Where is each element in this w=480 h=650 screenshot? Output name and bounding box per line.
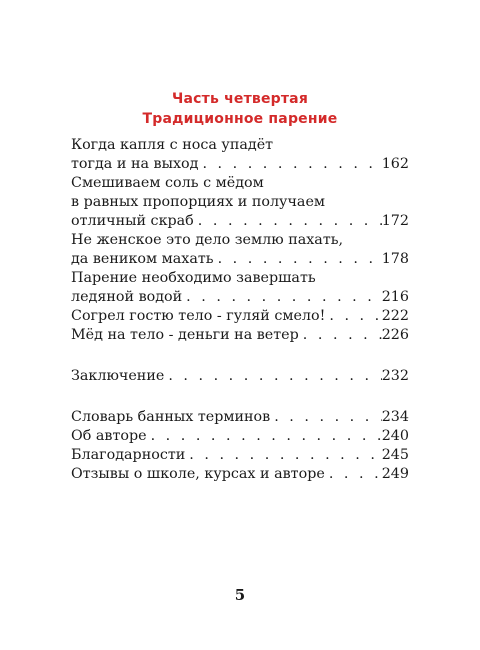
toc-entry-title: Заключение bbox=[71, 368, 165, 384]
toc-entry-title: ледяной водой bbox=[71, 289, 183, 305]
toc-entry-line bbox=[71, 288, 409, 307]
toc-entry-page: 240 bbox=[381, 428, 409, 444]
toc-entry-title: Парение необходимо завершать bbox=[71, 270, 316, 286]
toc-leader-dots bbox=[194, 212, 382, 231]
toc-entry-line bbox=[71, 136, 409, 155]
toc-entry-line bbox=[71, 193, 409, 212]
part-subtitle: Традиционное парение bbox=[142, 111, 338, 127]
toc-leader-dots bbox=[198, 155, 381, 174]
toc-entry-title: Смешиваем соль с мёдом bbox=[71, 175, 264, 191]
toc-entry-line bbox=[71, 155, 409, 174]
page-number: 5 bbox=[234, 586, 246, 604]
toc-entry-line bbox=[71, 326, 409, 345]
toc-leader-dots bbox=[299, 326, 382, 345]
toc-entry[interactable] bbox=[71, 446, 409, 465]
toc-entry[interactable] bbox=[71, 427, 409, 446]
toc-entry-page: 178 bbox=[381, 251, 409, 267]
toc-entry[interactable] bbox=[71, 269, 409, 307]
toc-entry-line bbox=[71, 269, 409, 288]
toc-entry-page: 162 bbox=[381, 156, 409, 172]
toc-entry-page: 234 bbox=[381, 409, 409, 425]
toc-leader-dots bbox=[325, 307, 381, 326]
toc-entry-title: да веником махать bbox=[71, 251, 214, 267]
toc-leader-dots bbox=[182, 288, 382, 307]
toc-entry-line bbox=[71, 231, 409, 250]
toc-entry-title: Не женское это дело землю пахать, bbox=[71, 232, 344, 248]
toc-entry-page: 216 bbox=[381, 289, 409, 305]
toc-entry-page: 226 bbox=[381, 327, 409, 343]
table-of-contents bbox=[71, 136, 409, 484]
toc-entry[interactable] bbox=[71, 174, 409, 231]
toc-leader-dots bbox=[325, 465, 382, 484]
toc-entry-page: 222 bbox=[381, 308, 409, 324]
toc-entry-title: тогда и на выход bbox=[71, 156, 199, 172]
toc-entry[interactable] bbox=[71, 367, 409, 386]
toc-entry-title: Мёд на тело - деньги на ветер bbox=[71, 327, 299, 343]
toc-entry-page: 245 bbox=[381, 447, 409, 463]
toc-leader-dots bbox=[214, 250, 382, 269]
toc-entry[interactable] bbox=[71, 136, 409, 174]
toc-entry-title: в равных пропорциях и получаем bbox=[71, 194, 326, 210]
toc-entry-title: Словарь банных терминов bbox=[71, 409, 271, 425]
toc-entry-line bbox=[71, 465, 409, 484]
toc-entry[interactable] bbox=[71, 326, 409, 345]
toc-entry-line bbox=[71, 446, 409, 465]
toc-entry-title: Согрел гостю тело - гуляй смело! bbox=[71, 308, 326, 324]
toc-entry-line bbox=[71, 307, 409, 326]
toc-leader-dots bbox=[147, 427, 382, 446]
toc-entry-page: 249 bbox=[381, 466, 409, 482]
toc-entry-title: Когда капля с носа упадёт bbox=[71, 137, 274, 153]
toc-entry-title: Об авторе bbox=[71, 428, 147, 444]
toc-leader-dots bbox=[270, 408, 381, 427]
toc-entry[interactable] bbox=[71, 408, 409, 427]
toc-entry-line bbox=[71, 427, 409, 446]
toc-entry-title: Благодарности bbox=[71, 447, 186, 463]
toc-entry-page: 232 bbox=[381, 368, 409, 384]
toc-entry-line bbox=[71, 174, 409, 193]
toc-entry-title: Отзывы о школе, курсах и авторе bbox=[71, 466, 325, 482]
toc-entry-line bbox=[71, 250, 409, 269]
toc-entry-line bbox=[71, 212, 409, 231]
toc-entry[interactable] bbox=[71, 307, 409, 326]
toc-leader-dots bbox=[164, 367, 381, 386]
toc-entry-page: 172 bbox=[381, 213, 409, 229]
toc-entry-line bbox=[71, 367, 409, 386]
toc-entry-title: отличный скраб bbox=[71, 213, 194, 229]
toc-leader-dots bbox=[185, 446, 381, 465]
toc-entry[interactable] bbox=[71, 465, 409, 484]
toc-entry-line bbox=[71, 408, 409, 427]
toc-entry[interactable] bbox=[71, 231, 409, 269]
part-title: Часть четвертая bbox=[171, 91, 309, 107]
